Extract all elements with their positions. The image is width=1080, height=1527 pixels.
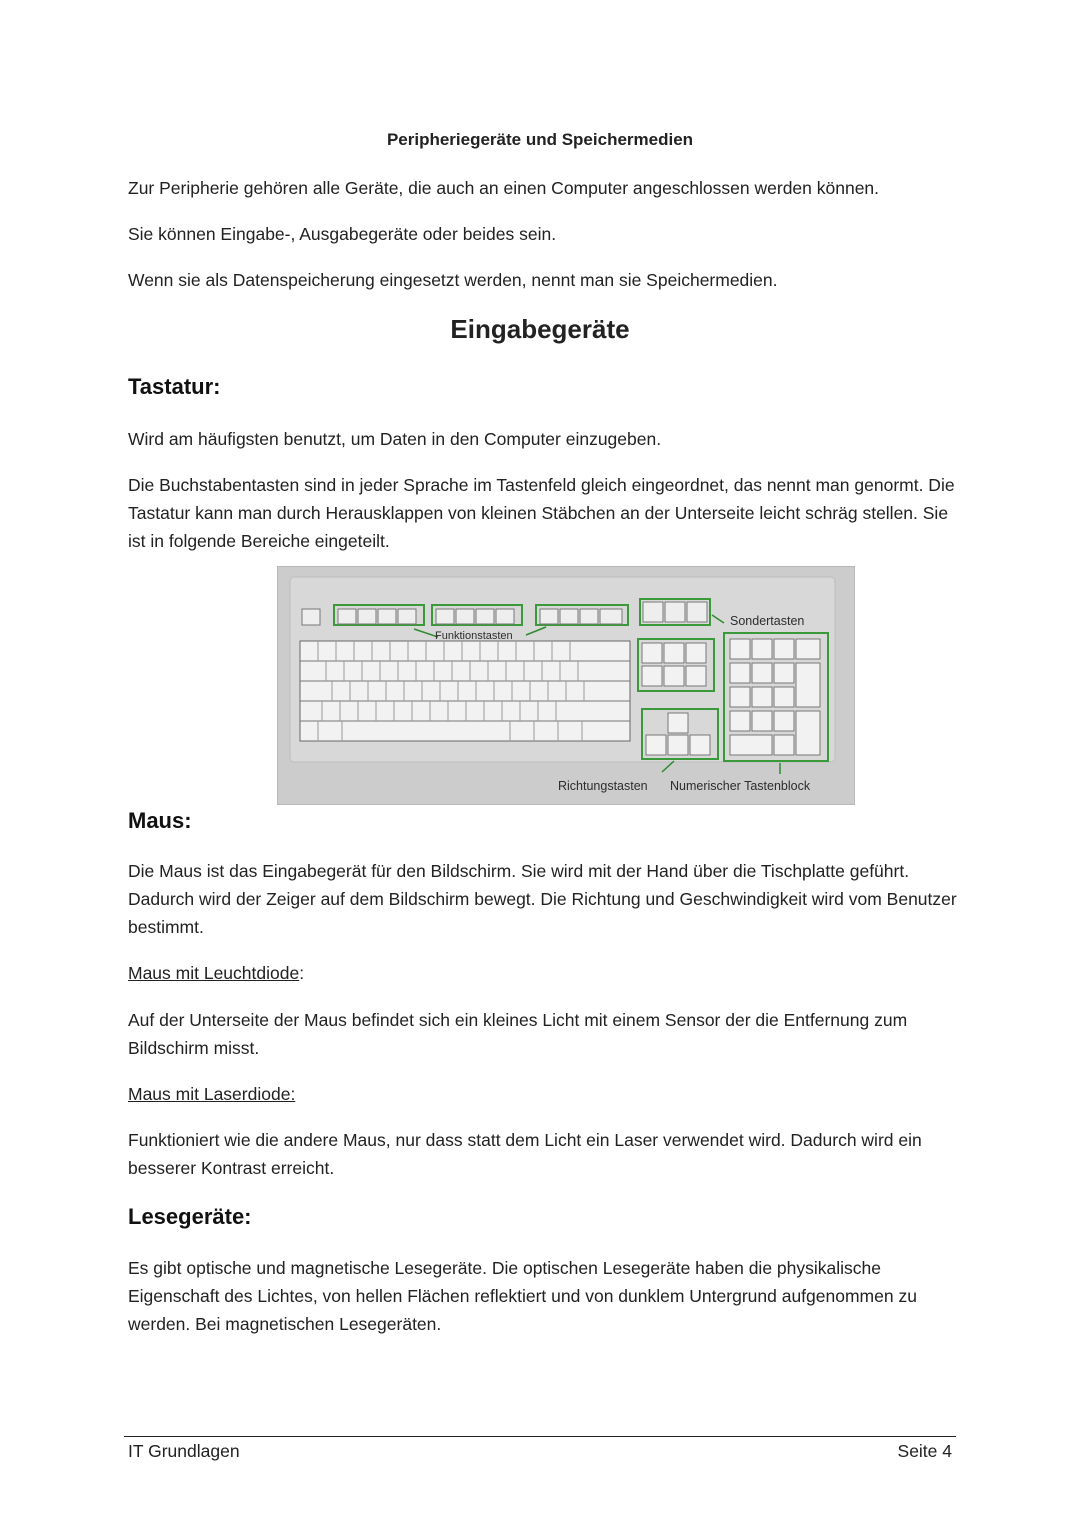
heading-lesegeraete: Lesegeräte: [128, 1204, 252, 1229]
intro-paragraph-3: Wenn sie als Datenspeicherung eingesetzt werden, nennt man sie Speichermedien. [128, 270, 778, 290]
keyboard-illustration [278, 567, 855, 805]
tastatur-paragraph-1: Wird am häufigsten benutzt, um Daten in den Computer einzugeben. [128, 429, 662, 449]
maus-leuchtdiode-paragraph: Auf der Unterseite der Maus befindet sich ein kleines Licht mit einem Sensor der die Entfernung zum Bildschirm misst. [128, 1010, 908, 1058]
label-sondertasten: Sondertasten [730, 614, 805, 628]
maus-subheading-leuchtdiode [128, 959, 958, 987]
label-richtungstasten: Richtungstasten [558, 779, 648, 793]
maus-subheading-laserdiode [128, 1080, 958, 1108]
lesegeraete-paragraph: Es gibt optische und magnetische Lesegeräte. Die optischen Lesegeräte haben die physikalische Eigenschaft des Lichtes, von hellen Flächen reflektiert und von dunklem Untergrund aufgenommen zu werden. Bei magnetischen Lesegeräten. [128, 1258, 917, 1334]
section-title-eingabegeraete: Eingabegeräte [450, 314, 630, 344]
label-funktionstasten: Funktionstasten [435, 630, 513, 642]
label-numerischer-tastenblock: Numerischer Tastenblock [670, 779, 811, 793]
document-title: Peripheriegeräte und Speichermedien [386, 130, 694, 149]
maus-subheading-leuchtdiode-colon: : [299, 963, 305, 983]
keyboard-image [277, 566, 855, 805]
maus-subheading-leuchtdiode-text: Maus mit Leuchtdiode [128, 963, 300, 983]
maus-subheading-laserdiode-text: Maus mit Laserdiode: [128, 1084, 296, 1104]
heading-maus: Maus: [128, 808, 192, 833]
intro-paragraph-1: Zur Peripherie gehören alle Geräte, die auch an einen Computer angeschlossen werden können. [128, 178, 880, 198]
footer-page-number: Seite 4 [897, 1441, 952, 1461]
footer-divider [124, 1436, 956, 1437]
footer-left: IT Grundlagen [128, 1441, 240, 1461]
heading-tastatur: Tastatur: [128, 374, 221, 399]
intro-paragraph-2: Sie können Eingabe-, Ausgabegeräte oder beides sein. [128, 224, 557, 244]
maus-paragraph-1: Die Maus ist das Eingabegerät für den Bildschirm. Sie wird mit der Hand über die Tischplatte geführt. Dadurch wird der Zeiger auf dem Bildschirm bewegt. Die Richtung und Geschwindigkeit wird vom Benutzer bestimmt. [128, 861, 957, 937]
tastatur-paragraph-2: Die Buchstabentasten sind in jeder Sprache im Tastenfeld gleich eingeordnet, das nennt man genormt. Die Tastatur kann man durch Herausklappen von kleinen Stäbchen an der Unterseite leicht schräg stellen. Sie ist in folgende Bereiche eingeteilt. [128, 475, 955, 551]
maus-laserdiode-paragraph: Funktioniert wie die andere Maus, nur dass statt dem Licht ein Laser verwendet wird. Dadurch wird ein besserer Kontrast erreicht. [128, 1130, 922, 1178]
